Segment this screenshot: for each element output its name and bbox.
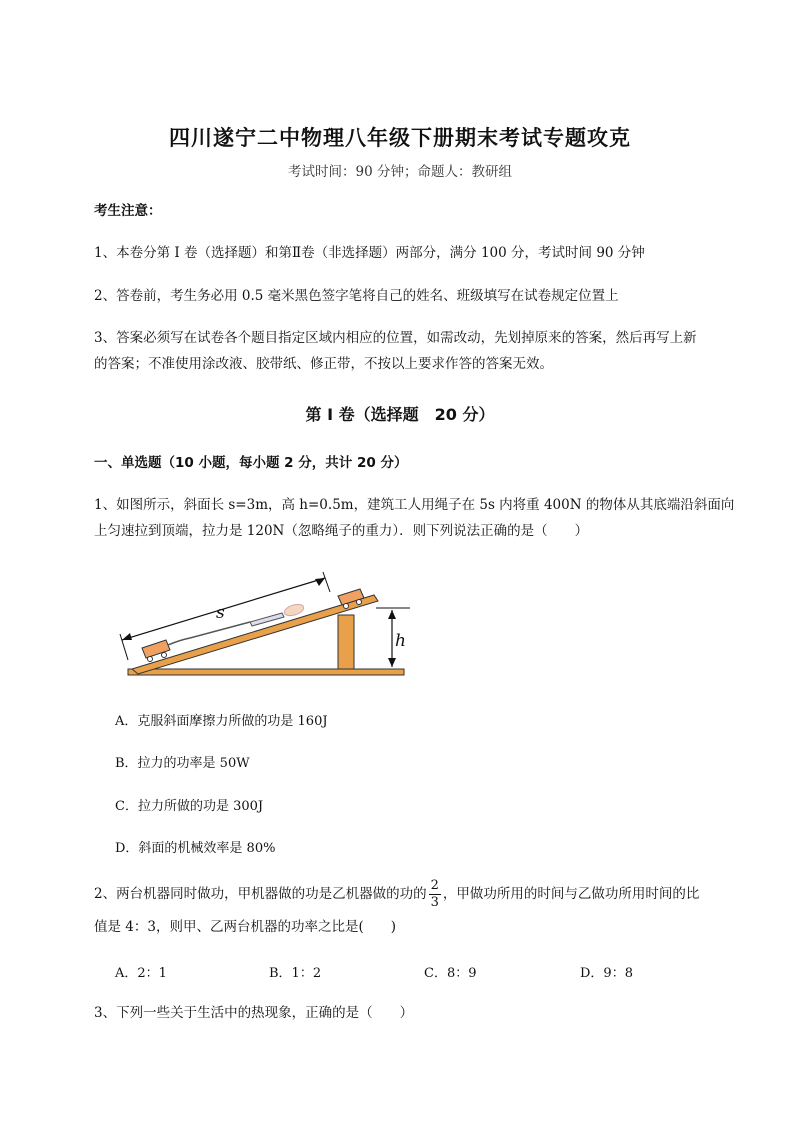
notice-item-3: 3、答案必须写在试卷各个题目指定区域内相应的位置，如需改动，先划掉原来的答案，然后再写上新 — [94, 330, 697, 346]
notice-item-1: 1、本卷分第 I 卷（选择题）和第Ⅱ卷（非选择题）两部分，满分 100 分，考试时间 90 分钟 — [94, 245, 645, 261]
q2-option-d[interactable]: D．9：8 — [580, 966, 633, 981]
q1-option-d[interactable]: D．斜面的机械效率是 80% — [115, 841, 276, 856]
q1-line-2: 上匀速拉到顶端，拉力是 120N（忽略绳子的重力）．则下列说法正确的是（ ） — [94, 523, 589, 539]
q2-line-1-pre: 2、两台机器同时做功，甲机器做的功是乙机器做的功的 — [94, 886, 427, 902]
q2-option-c[interactable]: C．8：9 — [424, 966, 477, 981]
exam-subtitle: 考试时间：90 分钟；命题人：教研组 — [288, 164, 512, 180]
q2-frac-num: 2 — [430, 878, 439, 893]
q1-option-b[interactable]: B．拉力的功率是 50W — [115, 756, 250, 771]
label-h: h — [395, 631, 406, 651]
q2-option-a[interactable]: A．2：1 — [115, 966, 167, 981]
q3-line-1: 3、下列一些关于生活中的热现象，正确的是（ ） — [94, 1005, 414, 1021]
q2-fraction — [429, 878, 441, 911]
q2-line-1-post: ，甲做功所用的时间与乙做功所用时间的比 — [442, 886, 700, 902]
q2-frac-den: 3 — [430, 895, 439, 910]
q2-line-2: 值是 4：3，则甲、乙两台机器的功率之比是( ) — [94, 919, 397, 935]
label-s: s — [216, 603, 225, 623]
q2-line-1 — [94, 878, 754, 911]
q1-line-1: 1、如图所示，斜面长 s=3m，高 h=0.5m，建筑工人用绳子在 5s 内将重 400N 的物体从其底端沿斜面向 — [94, 497, 735, 513]
section-title: 第 I 卷（选择题 20 分） — [305, 405, 495, 424]
notice-heading: 考生注意： — [94, 203, 162, 219]
q1-option-c[interactable]: C．拉力所做的功是 300J — [115, 799, 264, 814]
notice-item-3-cont: 的答案；不准使用涂改液、胶带纸、修正带，不按以上要求作答的答案无效。 — [94, 356, 553, 372]
part-title: 一、单选题（10 小题，每小题 2 分，共计 20 分） — [94, 455, 408, 471]
exam-title: 四川遂宁二中物理八年级下册期末考试专题攻克 — [169, 126, 631, 150]
incline-figure — [110, 570, 420, 686]
notice-item-2: 2、答卷前，考生务必用 0.5 毫米黑色签字笔将自己的姓名、班级填写在试卷规定位置上 — [94, 288, 619, 304]
q2-option-b[interactable]: B．1：2 — [269, 966, 322, 981]
q1-option-a[interactable]: A．克服斜面摩擦力所做的功是 160J — [115, 714, 328, 729]
